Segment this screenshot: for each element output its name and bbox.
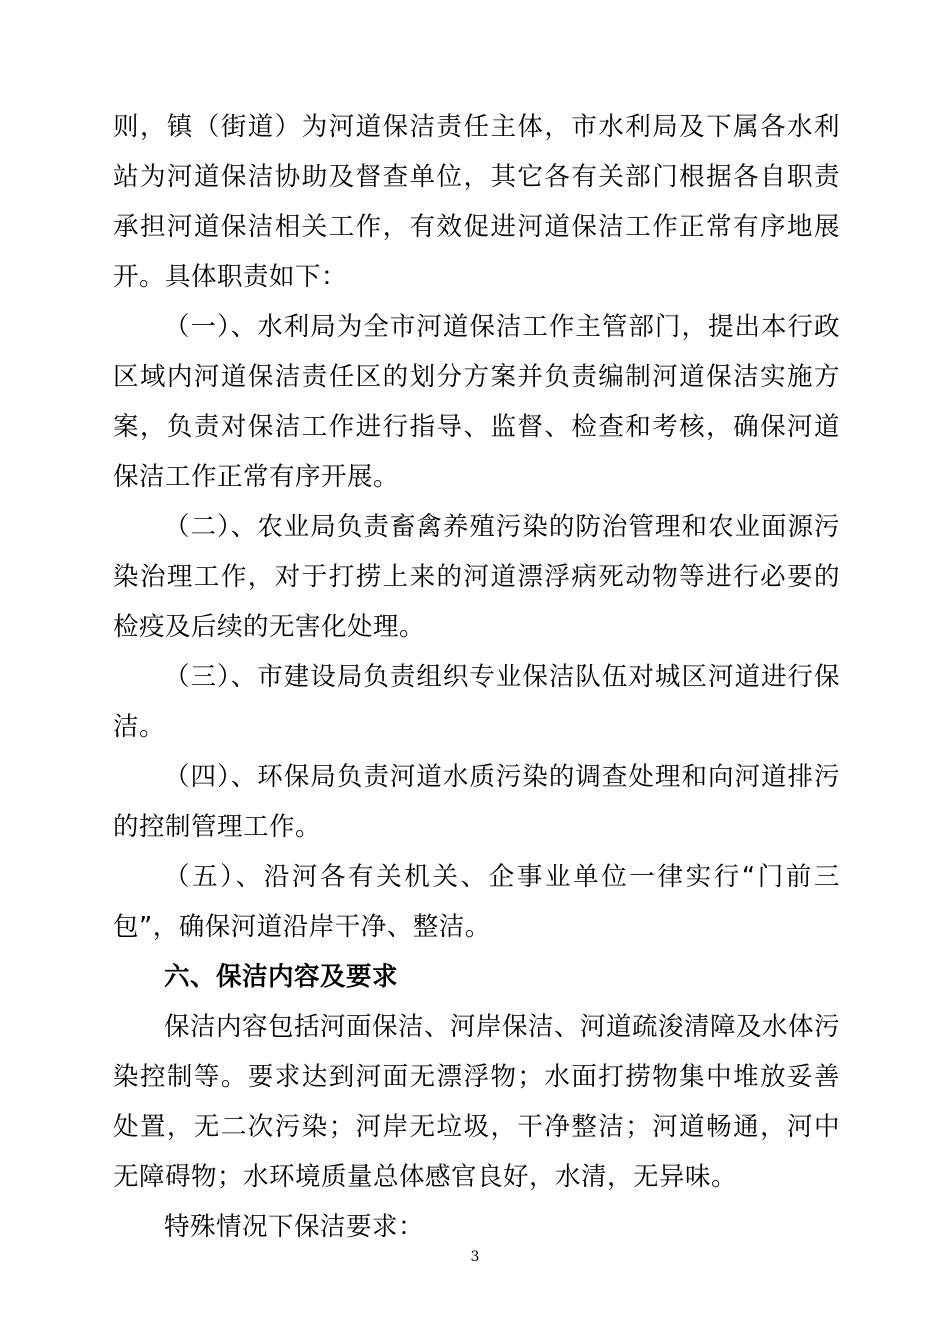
section-paragraph: 保洁内容包括河面保洁、河岸保洁、河道疏浚清障及水体污染控制等。要求达到河面无漂浮物；水面打捞物集中堆放妥善处置，无二次污染；河岸无垃圾，干净整洁；河道畅通，河中无障碍物；水环境质量总体感官良好，水清，无异味。 [113,1012,841,1192]
page-number: 3 [470,1249,480,1265]
section-paragraph-special: 特殊情况下保洁要求： [164,1212,425,1242]
paragraph-continuation: 则，镇（街道）为河道保洁责任主体，市水利局及下属各水利站为河道保洁协助及督查单位，其它各有关部门根据各自职责承担河道保洁相关工作，有效促进河道保洁工作正常有序地展开。具体职责如下： [113,112,840,292]
paragraph-item-5: （五）、沿河各有关机关、企事业单位一律实行“门前三包”，确保河道沿岸干净、整洁。 [113,862,840,942]
paragraph-item-1: （一）、水利局为全市河道保洁工作主管部门，提出本行政区域内河道保洁责任区的划分方案并负责编制河道保洁实施方案，负责对保洁工作进行指导、监督、检查和考核，确保河道保洁工作正常有序开展。 [113,312,840,492]
paragraph-item-4: （四）、环保局负责河道水质污染的调查处理和向河道排污的控制管理工作。 [113,762,840,842]
document-body [113,102,840,1252]
section-heading: 六、保洁内容及要求 [164,962,399,992]
paragraph-item-3: （三）、市建设局负责组织专业保洁队伍对城区河道进行保洁。 [113,662,840,742]
paragraph-item-2: （二）、农业局负责畜禽养殖污染的防治管理和农业面源污染治理工作，对于打捞上来的河道漂浮病死动物等进行必要的检疫及后续的无害化处理。 [113,512,840,642]
